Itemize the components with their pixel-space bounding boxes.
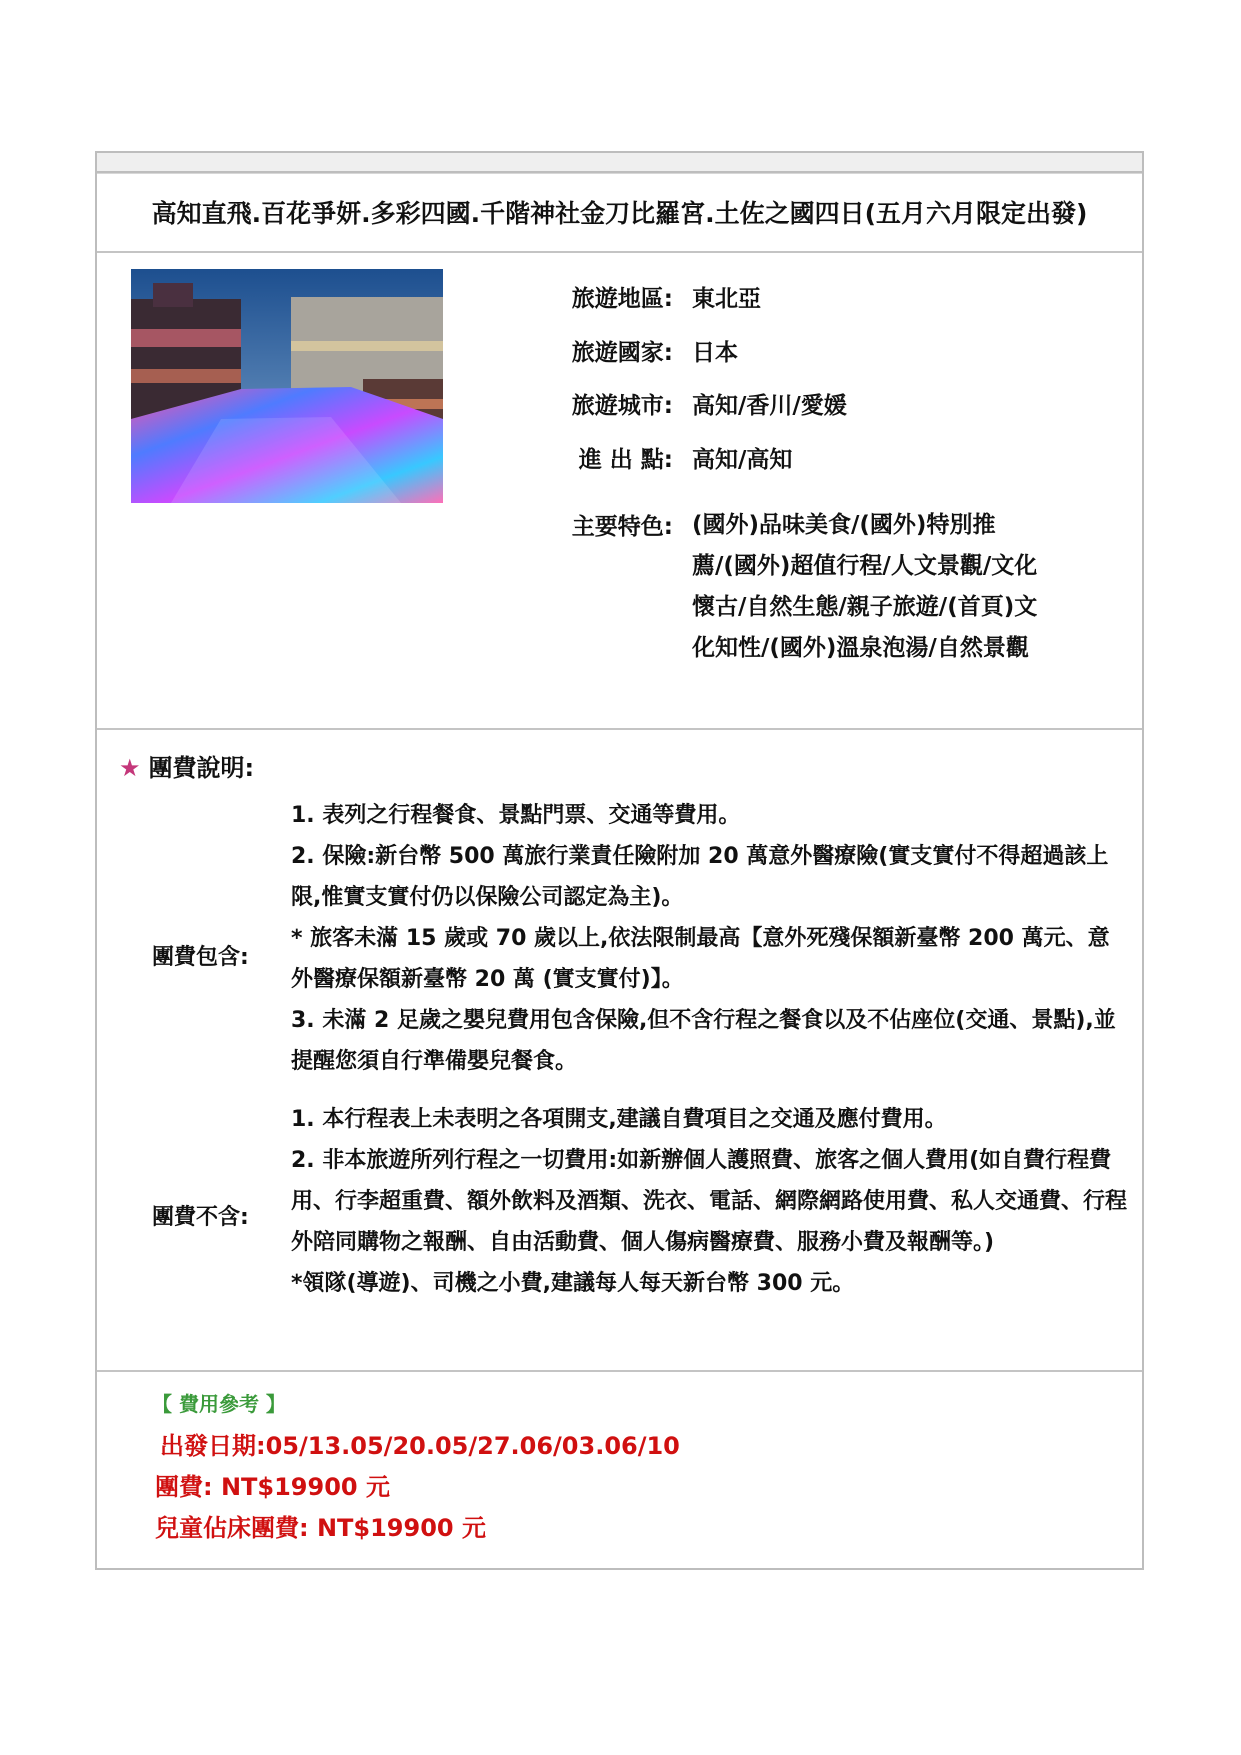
- tour-sheet: [95, 151, 1144, 1570]
- included-item: 2. 保險:新台幣 500 萬旅行業責任險附加 20 萬意外醫療險(實支實付不得超過該上限,惟實支實付仍以保險公司認定為主)。: [291, 844, 1109, 910]
- excluded-list: [291, 1099, 1131, 1304]
- child-price: 兒童佔床團費: NT$19900 元: [155, 1514, 486, 1542]
- adult-price: 團費: NT$19900 元: [155, 1473, 390, 1501]
- excluded-label: 團費不含:: [152, 1205, 249, 1230]
- top-strip: [97, 153, 1142, 173]
- country-value: 日本: [692, 340, 738, 366]
- departure-dates: 出發日期:05/13.05/20.05/27.06/03.06/10: [160, 1432, 680, 1460]
- excluded-item: *領隊(導遊)、司機之小費,建議每人每天新台幣 300 元。: [291, 1271, 855, 1296]
- region-value: 東北亞: [692, 286, 761, 312]
- tour-info-section: [97, 253, 1142, 730]
- included-item: * 旅客未滿 15 歲或 70 歲以上,依法限制最高【意外死殘保額新臺幣 200 萬元、意外醫療保額新臺幣 20 萬 (實支實付)】。: [291, 926, 1110, 992]
- city-label: 旅遊城市:: [571, 393, 673, 419]
- included-list: [291, 795, 1131, 1082]
- excluded-item: 2. 非本旅遊所列行程之一切費用:如新辦個人護照費、旅客之個人費用(如自費行程費用、行李超重費、額外飲料及酒類、洗衣、電話、網際網路使用費、私人交通費、行程外陪同購物之報酬、自由活動費、個人傷病醫療費、服務小費及報酬等。): [291, 1148, 1128, 1255]
- fee-heading: [119, 748, 254, 783]
- included-item: 1. 表列之行程餐食、景點門票、交通等費用。: [291, 803, 741, 828]
- tour-photo-image: [131, 269, 443, 503]
- region-label: 旅遊地區:: [571, 286, 673, 312]
- country-label: 旅遊國家:: [571, 340, 673, 366]
- fee-section: [97, 730, 1142, 1372]
- star-icon: ★: [119, 754, 141, 782]
- included-item: 3. 未滿 2 足歲之嬰兒費用包含保險,但不含行程之餐食以及不佔座位(交通、景點),並提醒您須自行準備嬰兒餐食。: [291, 1008, 1116, 1074]
- price-section: [97, 1372, 1142, 1568]
- city-value: 高知/香川/愛媛: [692, 393, 847, 419]
- price-tag: 【 費用參考 】: [152, 1392, 286, 1416]
- included-label: 團費包含:: [152, 945, 249, 970]
- excluded-item: 1. 本行程表上未表明之各項開支,建議自費項目之交通及應付費用。: [291, 1107, 947, 1132]
- features-label: 主要特色:: [571, 514, 673, 540]
- tour-title: 高知直飛.百花爭妍.多彩四國.千階神社金刀比羅宮.土佐之國四日(五月六月限定出發): [97, 173, 1142, 253]
- entry-exit-label: 進 出 點:: [578, 447, 673, 473]
- features-value: (國外)品味美食/(國外)特別推薦/(國外)超值行程/人文景觀/文化懷古/自然生態/親子旅遊/(首頁)文化知性/(國外)溫泉泡湯/自然景觀: [692, 512, 1038, 661]
- fee-heading-text: 團費說明:: [148, 754, 255, 782]
- entry-exit-value: 高知/高知: [692, 447, 793, 473]
